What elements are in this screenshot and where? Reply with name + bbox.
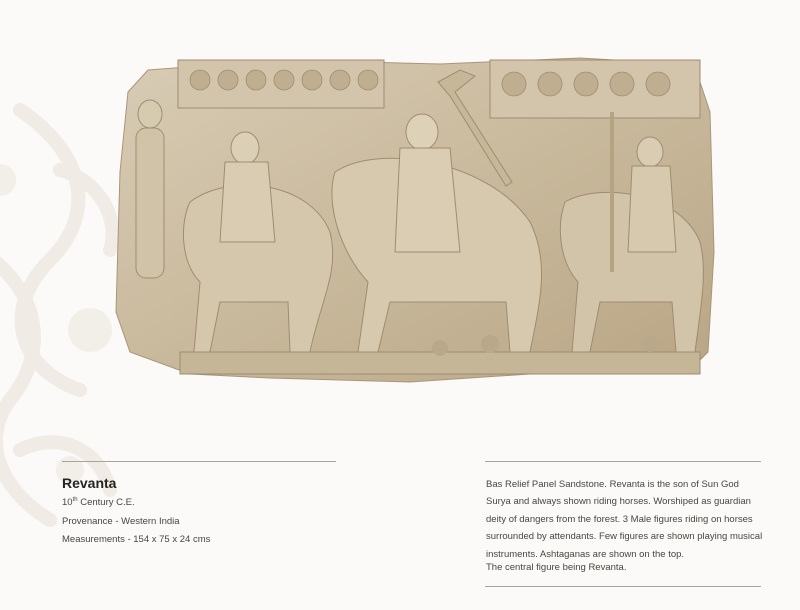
sculpture-photo xyxy=(110,52,720,390)
century-suffix: th xyxy=(72,497,78,503)
artwork-description-closing: The central figure being Revanta. xyxy=(486,562,627,573)
left-divider-top xyxy=(62,461,336,462)
century-number: 10 xyxy=(62,497,73,509)
artwork-date xyxy=(62,497,135,508)
century-label: Century C.E. xyxy=(77,497,135,509)
right-divider-bottom xyxy=(485,586,761,587)
artwork-title: Revanta xyxy=(62,475,117,491)
artwork-provenance: Provenance - Western India xyxy=(62,516,180,527)
artwork-measurements: Measurements - 154 x 75 x 24 cms xyxy=(62,534,211,545)
artwork-description: Bas Relief Panel Sandstone. Revanta is the son of Sun God Surya and always shown riding horses. Worshiped as guardian deity of dangers from the forest. 3 Male figures riding on horses surrounded by attendants. Few figures are shown playing musical instruments. Ashtaganas are shown on the top. xyxy=(486,479,763,560)
right-divider-top xyxy=(485,461,761,462)
